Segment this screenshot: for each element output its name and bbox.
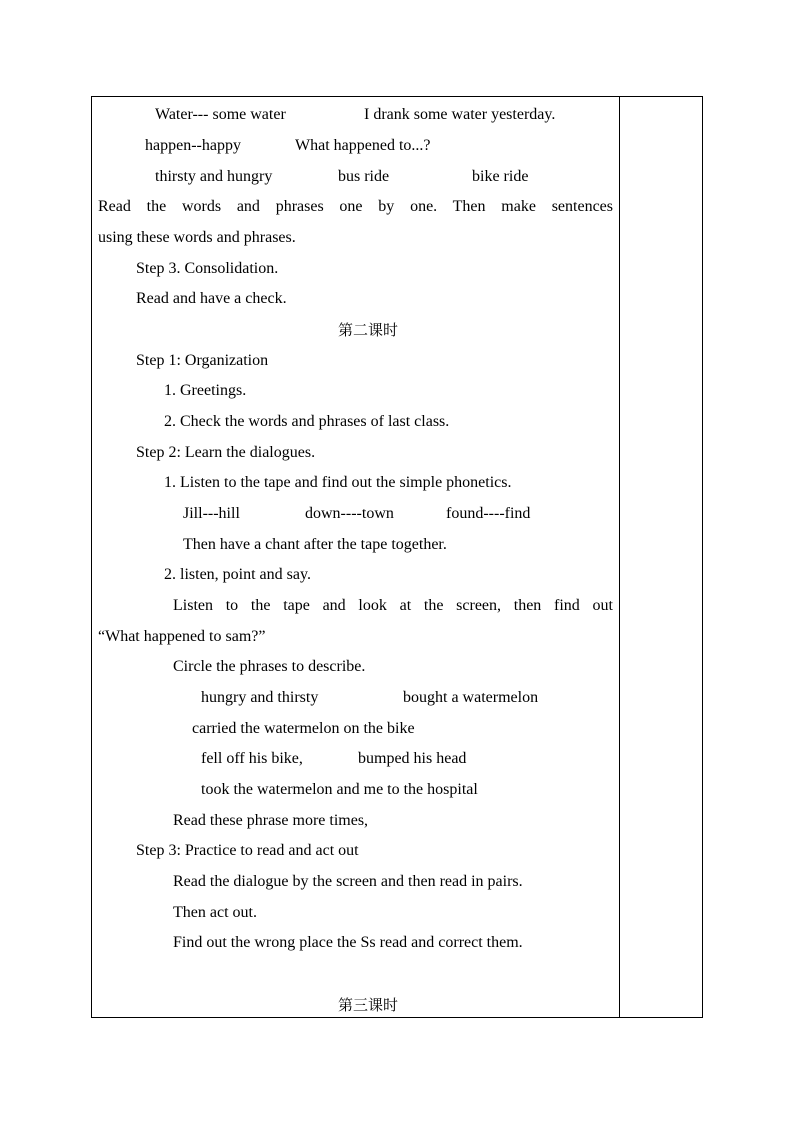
phrase: hungry and thirsty: [201, 689, 319, 706]
step-heading: Step 2: Learn the dialogues.: [136, 444, 316, 461]
phonetic-pair: found----find: [446, 505, 531, 522]
text-line: Read the dialogue by the screen and then read in pairs.: [173, 873, 523, 890]
phrase: bought a watermelon: [403, 689, 539, 706]
text-line: Then act out.: [173, 904, 257, 921]
instruction-paragraph: Read the words and phrases one by one. Then make sentences: [98, 198, 613, 215]
list-item: 1. Greetings.: [164, 382, 247, 399]
text-line: Circle the phrases to describe.: [173, 658, 366, 675]
instruction-paragraph-cont: using these words and phrases.: [98, 229, 296, 246]
phonetic-pair: down----town: [305, 505, 394, 522]
phrase: carried the watermelon on the bike: [192, 720, 415, 737]
list-item: 2. Check the words and phrases of last class.: [164, 413, 450, 430]
phonetic-pair: Jill---hill: [183, 505, 240, 522]
text-line: Then have a chant after the tape together.: [183, 536, 447, 553]
step-heading: Step 1: Organization: [136, 352, 269, 369]
vocab-line: bike ride: [472, 168, 529, 185]
text-line: Read these phrase more times,: [173, 812, 369, 829]
example-sentence: I drank some water yesterday.: [364, 106, 556, 123]
instruction-paragraph: Listen to the tape and look at the screen, then find out: [173, 597, 613, 614]
section-title: 第二课时: [338, 321, 399, 339]
vocab-line: thirsty and hungry: [155, 168, 273, 185]
example-sentence: What happened to...?: [295, 137, 431, 154]
section-title: 第三课时: [338, 996, 399, 1014]
vocab-line: Water--- some water: [155, 106, 286, 123]
phrase: bumped his head: [358, 750, 467, 767]
step-heading: Step 3. Consolidation.: [136, 260, 279, 277]
list-item: 1. Listen to the tape and find out the simple phonetics.: [164, 474, 512, 491]
question-line: “What happened to sam?”: [98, 628, 266, 645]
column-divider: [619, 96, 620, 1018]
vocab-line: happen--happy: [145, 137, 241, 154]
vocab-line: bus ride: [338, 168, 390, 185]
text-line: Read and have a check.: [136, 290, 287, 307]
step-heading: Step 3: Practice to read and act out: [136, 842, 359, 859]
list-item: 2. listen, point and say.: [164, 566, 311, 583]
text-line: Find out the wrong place the Ss read and correct them.: [173, 934, 523, 951]
phrase: took the watermelon and me to the hospital: [201, 781, 478, 798]
phrase: fell off his bike,: [201, 750, 303, 767]
